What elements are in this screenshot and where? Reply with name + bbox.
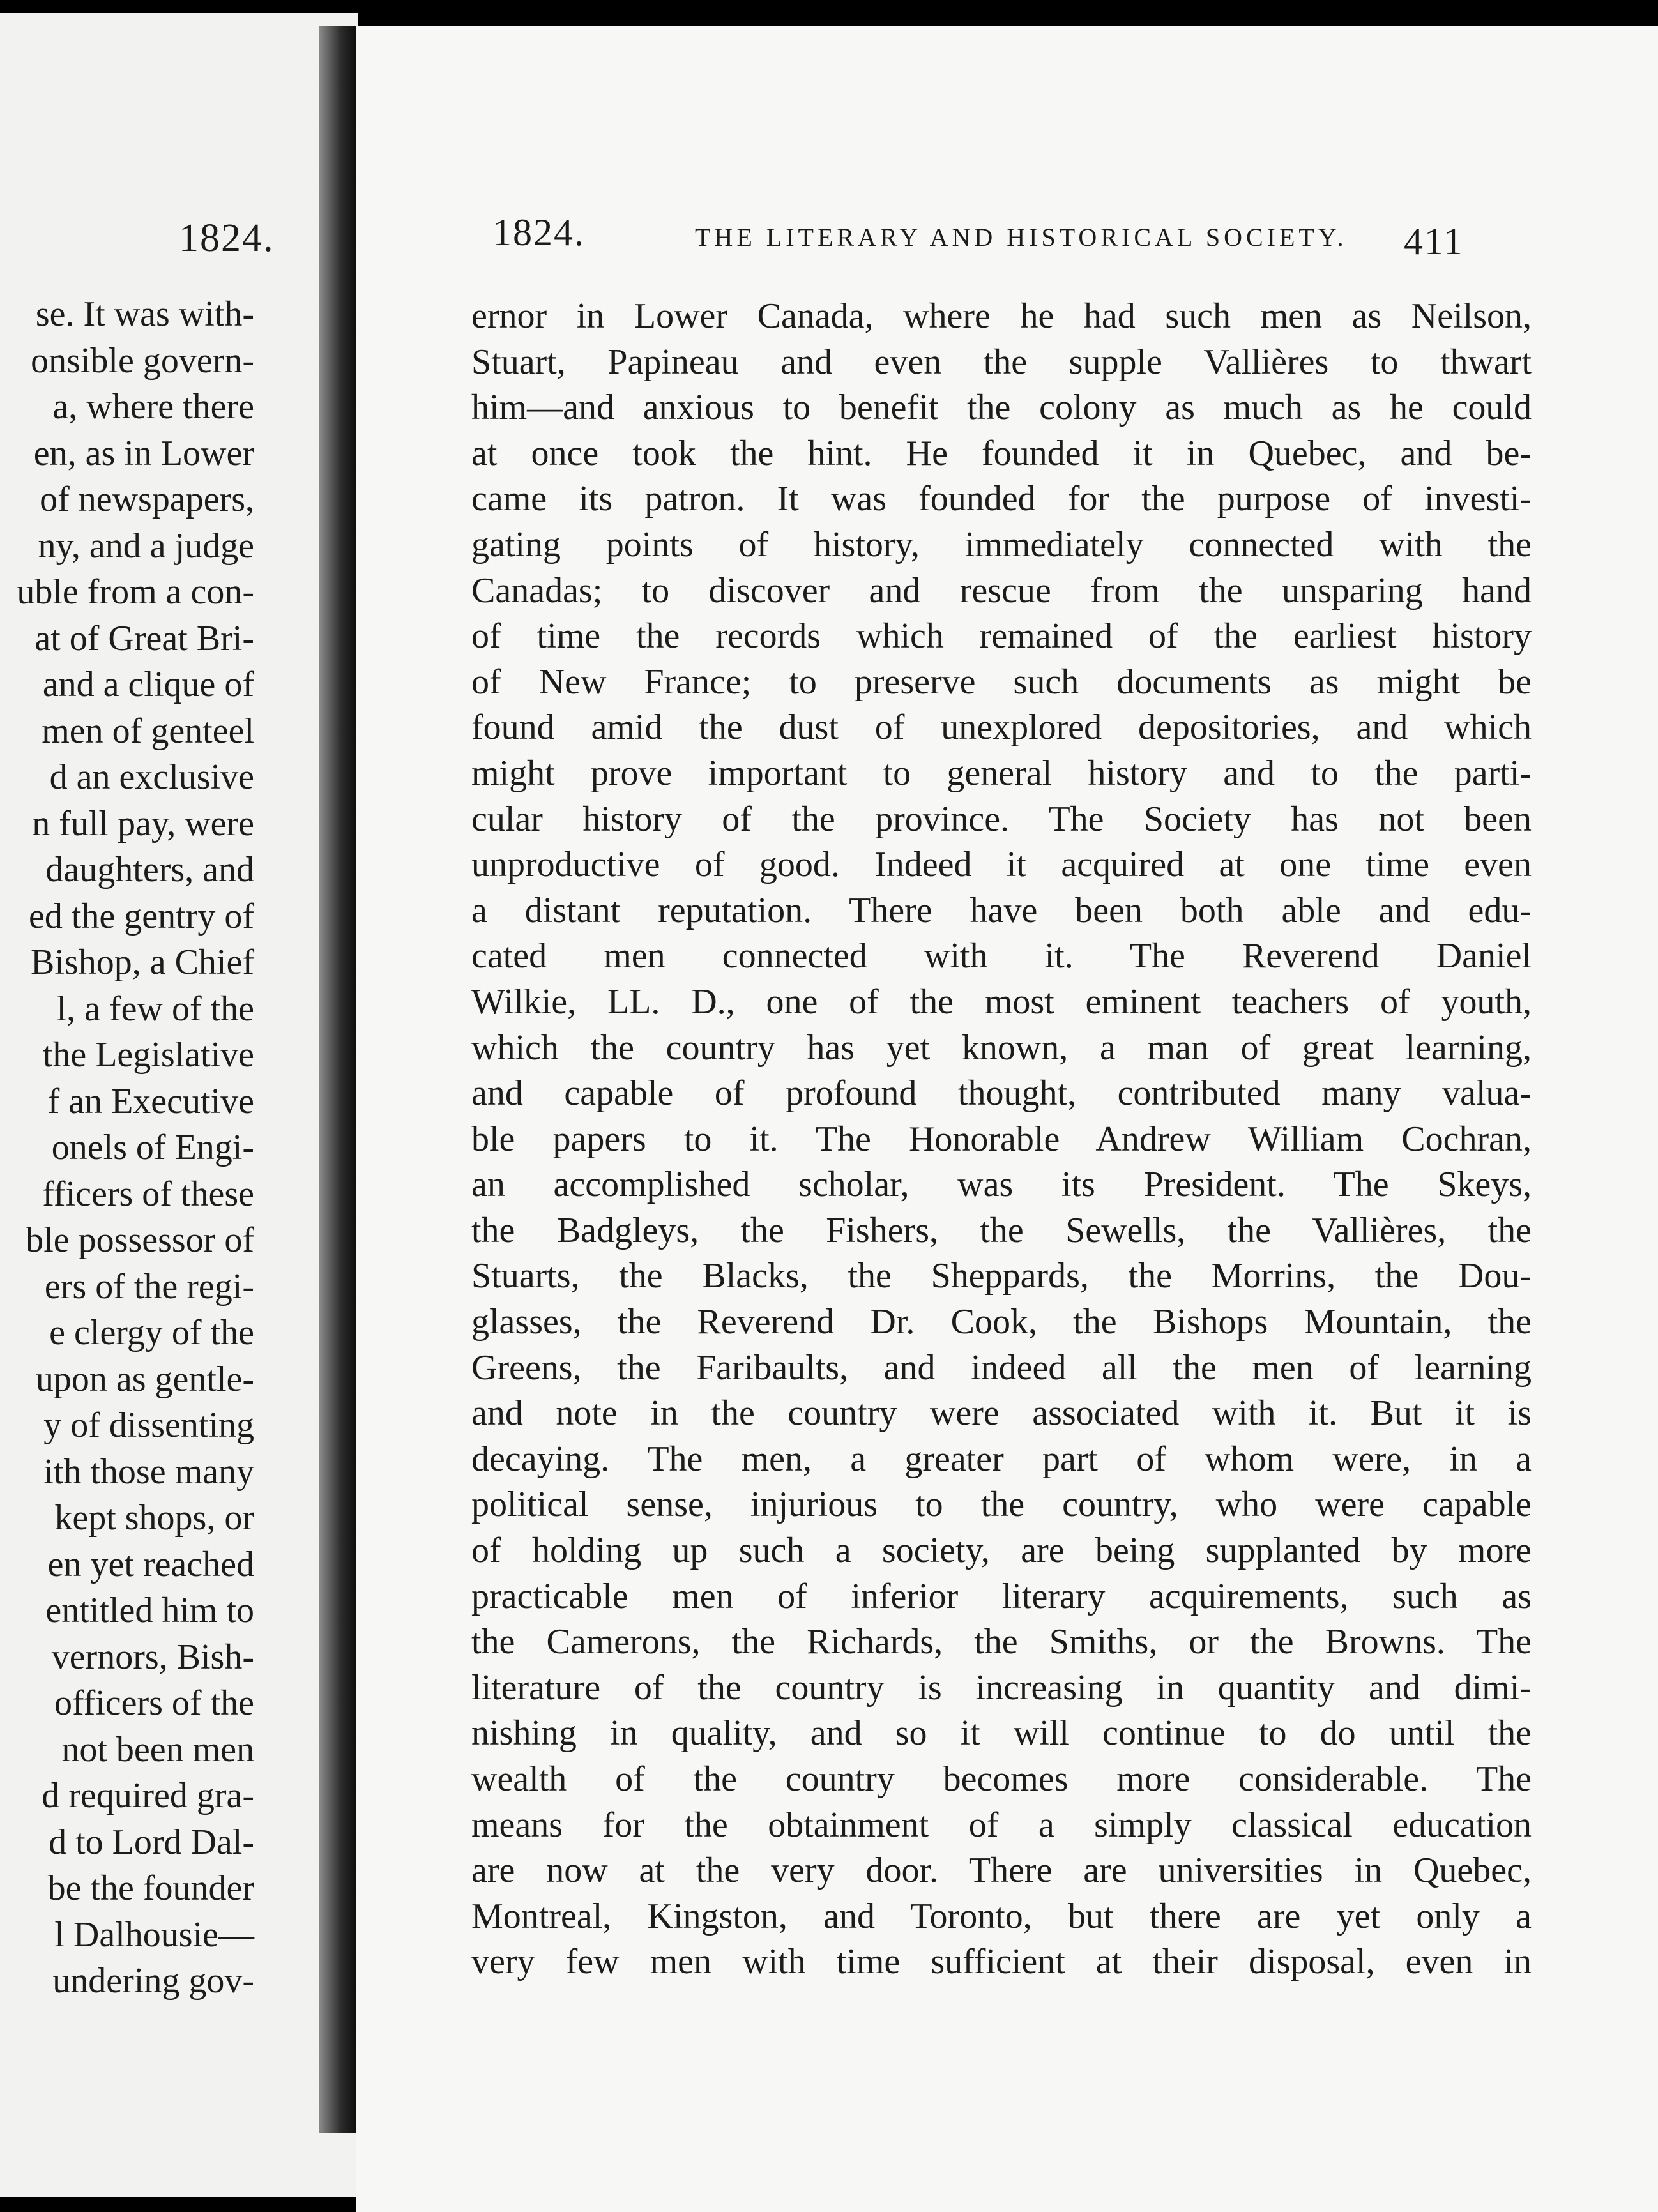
text-line: glasses, the Reverend Dr. Cook, the Bishops Mountain, the bbox=[471, 1302, 1532, 1342]
text-line: Greens, the Faribaults, and indeed all the men of learning bbox=[471, 1347, 1532, 1388]
text-line: y of dissenting bbox=[43, 1405, 254, 1445]
text-line: found amid the dust of unexplored depositories, and which bbox=[471, 708, 1532, 748]
text-line: ble possessor of bbox=[26, 1220, 254, 1260]
left-page-year: 1824. bbox=[179, 216, 275, 260]
text-line: political sense, injurious to the country, who were capable bbox=[471, 1485, 1532, 1525]
text-line: which the country has yet known, a man of great learning, bbox=[471, 1027, 1532, 1068]
left-page bbox=[0, 13, 358, 2197]
text-line: and note in the country were associated with it. But it is bbox=[471, 1393, 1532, 1434]
book-gutter bbox=[319, 26, 356, 2133]
text-line: en, as in Lower bbox=[33, 433, 254, 473]
text-line: ble papers to it. The Honorable Andrew William Cochran, bbox=[471, 1119, 1532, 1159]
text-line: came its patron. It was founded for the purpose of investi- bbox=[471, 479, 1532, 519]
text-line: a, where there bbox=[52, 387, 254, 427]
text-line: Stuart, Papineau and even the supple Vallières to thwart bbox=[471, 342, 1532, 382]
text-line: practicable men of inferior literary acquirements, such as bbox=[471, 1576, 1532, 1616]
text-line: literature of the country is increasing in quantity and dimi- bbox=[471, 1667, 1532, 1708]
text-line: be the founder bbox=[47, 1868, 254, 1908]
text-line: vernors, Bish- bbox=[51, 1637, 254, 1677]
text-line: might prove important to general history and to the parti- bbox=[471, 753, 1532, 793]
text-line: decaying. The men, a greater part of whom were, in a bbox=[471, 1439, 1532, 1479]
text-line: Wilkie, LL. D., one of the most eminent teachers of youth, bbox=[471, 981, 1532, 1022]
text-line: onels of Engi- bbox=[51, 1128, 254, 1167]
text-line: a distant reputation. There have been both able and edu- bbox=[471, 890, 1532, 930]
text-line: of New France; to preserve such documents as might be bbox=[471, 662, 1532, 702]
running-title: THE LITERARY AND HISTORICAL SOCIETY. bbox=[695, 223, 1348, 252]
text-line: Bishop, a Chief bbox=[31, 943, 254, 982]
left-page-text bbox=[0, 291, 254, 2004]
text-line: the Camerons, the Richards, the Smiths, or the Browns. The bbox=[471, 1622, 1532, 1662]
text-line: d required gra- bbox=[42, 1776, 254, 1815]
body-text bbox=[471, 294, 1532, 1985]
text-line: ernor in Lower Canada, where he had such men as Neilson, bbox=[471, 296, 1532, 336]
text-line: uble from a con- bbox=[17, 572, 254, 612]
text-line: of holding up such a society, are being supplanted by more bbox=[471, 1531, 1532, 1571]
text-line: fficers of these bbox=[42, 1174, 254, 1214]
text-line: wealth of the country becomes more considerable. The bbox=[471, 1759, 1532, 1799]
text-line: se. It was with- bbox=[35, 294, 254, 334]
text-line: of time the records which remained of the earliest history bbox=[471, 616, 1532, 656]
text-line: upon as gentle- bbox=[35, 1359, 254, 1399]
text-line: kept shops, or bbox=[54, 1498, 254, 1538]
text-line: Stuarts, the Blacks, the Sheppards, the Morrins, the Dou- bbox=[471, 1256, 1532, 1296]
text-line: cular history of the province. The Society has not been bbox=[471, 799, 1532, 839]
text-line: e clergy of the bbox=[49, 1313, 254, 1352]
text-line: ith those many bbox=[43, 1451, 254, 1492]
text-line: officers of the bbox=[54, 1683, 254, 1723]
text-line: him—and anxious to benefit the colony as much as he could bbox=[471, 388, 1532, 428]
right-page bbox=[356, 26, 1658, 2212]
text-line: l, a few of the bbox=[56, 989, 254, 1029]
text-line: Canadas; to discover and rescue from the unsparing hand bbox=[471, 570, 1532, 610]
text-line: ny, and a judge bbox=[38, 526, 254, 566]
running-header bbox=[356, 211, 1658, 281]
text-line: the Legislative bbox=[42, 1035, 254, 1075]
text-line: en yet reached bbox=[47, 1544, 254, 1584]
text-line: means for the obtainment of a simply classical education bbox=[471, 1805, 1532, 1845]
text-line: an accomplished scholar, was its President. The Skeys, bbox=[471, 1165, 1532, 1205]
text-line: and a clique of bbox=[42, 665, 254, 704]
text-line: gating points of history, immediately connected with the bbox=[471, 524, 1532, 564]
text-line: l Dalhousie— bbox=[54, 1914, 254, 1955]
text-line: undering gov- bbox=[52, 1961, 254, 2001]
header-year: 1824. bbox=[492, 211, 585, 254]
text-line: onsible govern- bbox=[31, 340, 254, 381]
page-number: 411 bbox=[1404, 220, 1464, 262]
text-line: Montreal, Kingston, and Toronto, but there are yet only a bbox=[471, 1896, 1532, 1936]
text-line: d an exclusive bbox=[49, 757, 254, 797]
text-line: n full pay, were bbox=[32, 803, 254, 844]
text-line: at of Great Bri- bbox=[34, 618, 254, 658]
text-line: the Badgleys, the Fishers, the Sewells, the Vallières, the bbox=[471, 1210, 1532, 1250]
text-line: and capable of profound thought, contributed many valua- bbox=[471, 1073, 1532, 1114]
text-line: unproductive of good. Indeed it acquired at one time even bbox=[471, 845, 1532, 885]
text-line: of newspapers, bbox=[40, 480, 254, 519]
text-line: nishing in quality, and so it will continue to do until the bbox=[471, 1713, 1532, 1754]
text-line: f an Executive bbox=[47, 1081, 254, 1121]
text-line: very few men with time sufficient at their disposal, even in bbox=[471, 1942, 1532, 1982]
text-line: entitled him to bbox=[45, 1591, 254, 1630]
text-line: d to Lord Dal- bbox=[49, 1822, 254, 1862]
text-line: men of genteel bbox=[42, 711, 254, 751]
text-line: cated men connected with it. The Reverend Daniel bbox=[471, 936, 1532, 976]
text-line: are now at the very door. There are universities in Quebec, bbox=[471, 1851, 1532, 1891]
text-line: ed the gentry of bbox=[29, 896, 254, 936]
text-line: not been men bbox=[61, 1729, 254, 1769]
text-line: daughters, and bbox=[45, 850, 254, 890]
text-line: ers of the regi- bbox=[44, 1266, 254, 1307]
text-line: at once took the hint. He founded it in Quebec, and be- bbox=[471, 433, 1532, 473]
